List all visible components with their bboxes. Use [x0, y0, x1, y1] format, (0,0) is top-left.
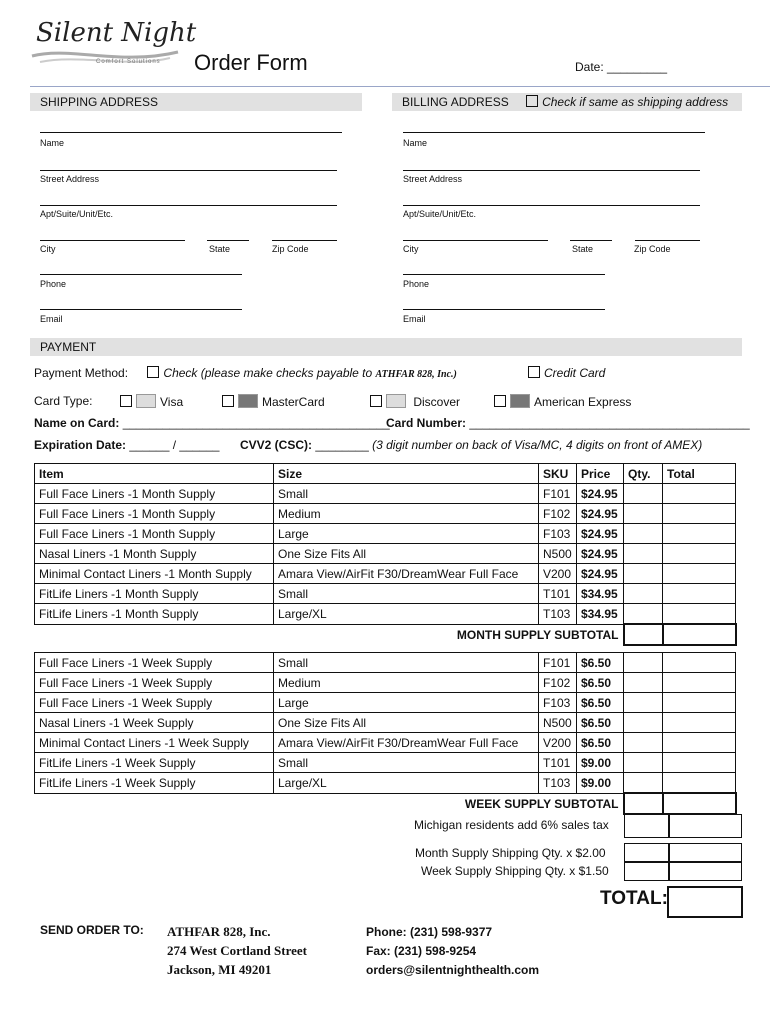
- page-title: Order Form: [194, 50, 308, 75]
- billing-city-line[interactable]: [403, 240, 548, 241]
- week-subtotal-label: WEEK SUPPLY SUBTOTAL: [35, 793, 624, 814]
- visa-card-icon: [136, 394, 156, 408]
- amex-option[interactable]: American Express: [494, 394, 631, 409]
- checkbox-icon[interactable]: [370, 395, 382, 407]
- shipping-zip-line[interactable]: [272, 240, 337, 241]
- total-cell[interactable]: [663, 773, 736, 794]
- price-cell: $9.00: [577, 773, 624, 794]
- fax-number: Fax: (231) 598-9254: [366, 944, 477, 958]
- table-row: [35, 524, 736, 544]
- total-cell[interactable]: [663, 713, 736, 733]
- qty-input[interactable]: [624, 713, 663, 733]
- shipping-apt-label: Apt/Suite/Unit/Etc.: [40, 209, 114, 219]
- date-field[interactable]: Date: _________: [575, 60, 668, 74]
- qty-input[interactable]: [624, 693, 663, 713]
- total-cell[interactable]: [663, 544, 736, 564]
- sku-cell: F103: [539, 693, 577, 713]
- shipping-city-line[interactable]: [40, 240, 185, 241]
- checkbox-icon[interactable]: [526, 95, 538, 107]
- total-cell[interactable]: [663, 504, 736, 524]
- qty-input[interactable]: [624, 484, 663, 504]
- shipping-zip-label: Zip Code: [272, 244, 309, 254]
- week-shipping-label: Week Supply Shipping Qty. x $1.50: [421, 864, 609, 878]
- table-row: [35, 693, 736, 713]
- price-cell: $24.95: [577, 484, 624, 504]
- table-row: [35, 604, 736, 625]
- billing-apt-label: Apt/Suite/Unit/Etc.: [403, 209, 477, 219]
- size-cell: Large: [274, 693, 539, 713]
- sku-cell: N500: [539, 713, 577, 733]
- qty-input[interactable]: [624, 604, 663, 625]
- table-row: [35, 564, 736, 584]
- sku-cell: F102: [539, 673, 577, 693]
- price-cell: $34.95: [577, 584, 624, 604]
- month-ship-qty-box[interactable]: [624, 843, 670, 863]
- amex-card-icon: [510, 394, 530, 408]
- billing-email-label: Email: [403, 314, 426, 324]
- cvv-row[interactable]: CVV2 (CSC): ________ (3 digit number on back of Visa/MC, 4 digits on front of AMEX): [240, 438, 703, 452]
- table-row: [35, 753, 736, 773]
- table-row: [35, 584, 736, 604]
- contact-info: [366, 923, 539, 980]
- size-cell: Small: [274, 484, 539, 504]
- discover-option[interactable]: Discover: [370, 394, 460, 409]
- qty-input[interactable]: [624, 733, 663, 753]
- price-cell: $9.00: [577, 753, 624, 773]
- item-cell: Minimal Contact Liners -1 Week Supply: [35, 733, 274, 753]
- checkbox-icon[interactable]: [222, 395, 234, 407]
- logo-subtitle: Comfort Solutions: [96, 59, 161, 65]
- shipping-header: SHIPPING ADDRESS: [30, 93, 362, 111]
- col-item: Item: [35, 464, 274, 484]
- shipping-state-label: State: [209, 244, 231, 254]
- item-cell: FitLife Liners -1 Month Supply: [35, 584, 274, 604]
- table-row: [35, 713, 736, 733]
- qty-input[interactable]: [624, 773, 663, 794]
- month-shipping-label: Month Supply Shipping Qty. x $2.00: [415, 846, 606, 860]
- qty-input[interactable]: [624, 524, 663, 544]
- tax-qty-box[interactable]: [624, 814, 670, 838]
- billing-state-label: State: [572, 244, 594, 254]
- size-cell: Large: [274, 524, 539, 544]
- table-row: [35, 504, 736, 524]
- col-qty: Qty.: [624, 464, 663, 484]
- sku-cell: F101: [539, 484, 577, 504]
- item-cell: FitLife Liners -1 Week Supply: [35, 753, 274, 773]
- size-cell: Small: [274, 753, 539, 773]
- billing-city-label: City: [403, 244, 419, 254]
- week-ship-qty-box[interactable]: [624, 861, 670, 881]
- price-cell: $24.95: [577, 524, 624, 544]
- order-table: [34, 463, 737, 815]
- checkbox-icon[interactable]: [494, 395, 506, 407]
- mastercard-icon: [238, 394, 258, 408]
- price-cell: $24.95: [577, 504, 624, 524]
- total-cell[interactable]: [663, 524, 736, 544]
- table-header-row: [35, 464, 736, 484]
- tax-label: Michigan residents add 6% sales tax: [414, 818, 609, 832]
- price-cell: $34.95: [577, 604, 624, 625]
- sku-cell: T103: [539, 773, 577, 794]
- item-cell: Full Face Liners -1 Month Supply: [35, 504, 274, 524]
- price-cell: $24.95: [577, 564, 624, 584]
- shipping-city-label: City: [40, 244, 56, 254]
- sku-cell: T101: [539, 753, 577, 773]
- billing-phone-line[interactable]: [403, 274, 605, 275]
- sku-cell: T101: [539, 584, 577, 604]
- item-cell: FitLife Liners -1 Month Supply: [35, 604, 274, 625]
- phone-number: Phone: (231) 598-9377: [366, 925, 493, 939]
- week-subtotal-qty[interactable]: [624, 793, 663, 814]
- size-cell: Large/XL: [274, 773, 539, 794]
- checkbox-icon[interactable]: [528, 366, 540, 378]
- total-cell[interactable]: [663, 604, 736, 625]
- shipping-name-line[interactable]: [40, 132, 342, 133]
- sku-cell: F101: [539, 653, 577, 673]
- item-cell: FitLife Liners -1 Week Supply: [35, 773, 274, 794]
- mailing-address: [167, 922, 307, 979]
- month-subtotal-row: [35, 624, 736, 645]
- size-cell: One Size Fits All: [274, 544, 539, 564]
- price-cell: $6.50: [577, 653, 624, 673]
- discover-card-icon: [386, 394, 406, 408]
- item-cell: Minimal Contact Liners -1 Month Supply: [35, 564, 274, 584]
- billing-street-label: Street Address: [403, 174, 463, 184]
- price-cell: $6.50: [577, 733, 624, 753]
- shipping-email-label: Email: [40, 314, 63, 324]
- tax-total-box[interactable]: [668, 814, 742, 838]
- billing-email-line[interactable]: [403, 309, 605, 310]
- item-cell: Full Face Liners -1 Week Supply: [35, 673, 274, 693]
- price-cell: $6.50: [577, 713, 624, 733]
- qty-input[interactable]: [624, 653, 663, 673]
- sku-cell: F103: [539, 524, 577, 544]
- send-order-to-label: SEND ORDER TO:: [40, 923, 144, 937]
- billing-header: BILLING ADDRESS Check if same as shipping address: [392, 93, 742, 111]
- expiration-row[interactable]: Expiration Date: ______ / ______: [34, 438, 220, 452]
- table-row: [35, 773, 736, 794]
- billing-apt-line[interactable]: [403, 205, 700, 206]
- grand-total-box[interactable]: [667, 886, 743, 918]
- item-cell: Nasal Liners -1 Week Supply: [35, 713, 274, 733]
- sku-cell: V200: [539, 733, 577, 753]
- shipping-apt-line[interactable]: [40, 205, 337, 206]
- size-cell: Medium: [274, 673, 539, 693]
- billing-name-line[interactable]: [403, 132, 705, 133]
- total-cell[interactable]: [663, 733, 736, 753]
- billing-name-label: Name: [403, 138, 428, 148]
- total-cell[interactable]: [663, 673, 736, 693]
- card-number-row[interactable]: Card Number: __________________________________________: [386, 416, 750, 430]
- item-cell: Full Face Liners -1 Month Supply: [35, 524, 274, 544]
- qty-input[interactable]: [624, 673, 663, 693]
- week-subtotal-row: [35, 793, 736, 814]
- price-cell: $6.50: [577, 673, 624, 693]
- shipping-street-label: Street Address: [40, 174, 100, 184]
- card-type-label: Card Type:: [34, 394, 93, 408]
- col-total: Total: [663, 464, 736, 484]
- qty-input[interactable]: [624, 504, 663, 524]
- total-cell[interactable]: [663, 753, 736, 773]
- visa-option[interactable]: Visa: [120, 394, 183, 409]
- price-cell: $6.50: [577, 693, 624, 713]
- header-divider: [30, 86, 770, 87]
- table-row: [35, 673, 736, 693]
- company-name: ATHFAR 828, Inc.: [167, 924, 271, 939]
- check-option[interactable]: Check (please make checks payable to ATHFAR 828, Inc.): [147, 366, 456, 380]
- sku-cell: T103: [539, 604, 577, 625]
- size-cell: Small: [274, 653, 539, 673]
- size-cell: Medium: [274, 504, 539, 524]
- table-row: [35, 544, 736, 564]
- same-as-shipping-checkbox[interactable]: Check if same as shipping address: [526, 95, 728, 109]
- month-ship-total-box[interactable]: [668, 843, 742, 863]
- col-size: Size: [274, 464, 539, 484]
- billing-street-line[interactable]: [403, 170, 700, 171]
- size-cell: Amara View/AirFit F30/DreamWear Full Face: [274, 564, 539, 584]
- qty-input[interactable]: [624, 584, 663, 604]
- checkbox-icon[interactable]: [147, 366, 159, 378]
- size-cell: One Size Fits All: [274, 713, 539, 733]
- size-cell: Small: [274, 584, 539, 604]
- checkbox-icon[interactable]: [120, 395, 132, 407]
- shipping-street-line[interactable]: [40, 170, 337, 171]
- total-cell[interactable]: [663, 564, 736, 584]
- item-cell: Full Face Liners -1 Week Supply: [35, 653, 274, 673]
- company-city: Jackson, MI 49201: [167, 962, 272, 977]
- table-row: [35, 733, 736, 753]
- billing-zip-line[interactable]: [635, 240, 700, 241]
- name-on-card-row[interactable]: Name on Card: ________________________________________: [34, 416, 390, 430]
- item-cell: Nasal Liners -1 Month Supply: [35, 544, 274, 564]
- size-cell: Amara View/AirFit F30/DreamWear Full Face: [274, 733, 539, 753]
- sku-cell: N500: [539, 544, 577, 564]
- total-cell[interactable]: [663, 484, 736, 504]
- billing-phone-label: Phone: [403, 279, 430, 289]
- table-row: [35, 484, 736, 504]
- item-cell: Full Face Liners -1 Week Supply: [35, 693, 274, 713]
- mastercard-option[interactable]: MasterCard: [222, 394, 325, 409]
- company-street: 274 West Cortland Street: [167, 943, 307, 958]
- table-row: [35, 653, 736, 673]
- total-cell[interactable]: [663, 693, 736, 713]
- total-cell[interactable]: [663, 584, 736, 604]
- sku-cell: F102: [539, 504, 577, 524]
- week-subtotal-total[interactable]: [663, 793, 736, 814]
- col-sku: SKU: [539, 464, 577, 484]
- price-cell: $24.95: [577, 544, 624, 564]
- qty-input[interactable]: [624, 753, 663, 773]
- month-subtotal-total[interactable]: [663, 624, 736, 645]
- shipping-phone-line[interactable]: [40, 274, 242, 275]
- month-subtotal-label: MONTH SUPPLY SUBTOTAL: [35, 624, 624, 645]
- qty-input[interactable]: [624, 544, 663, 564]
- month-subtotal-qty[interactable]: [624, 624, 663, 645]
- total-label: TOTAL:: [600, 888, 668, 909]
- shipping-state-line[interactable]: [207, 240, 249, 241]
- sku-cell: V200: [539, 564, 577, 584]
- payment-header: PAYMENT: [30, 338, 742, 356]
- order-email[interactable]: orders@silentnighthealth.com: [366, 963, 540, 977]
- qty-input[interactable]: [624, 564, 663, 584]
- item-cell: Full Face Liners -1 Month Supply: [35, 484, 274, 504]
- week-ship-total-box[interactable]: [668, 861, 742, 881]
- total-cell[interactable]: [663, 653, 736, 673]
- logo: Silent Night: [36, 18, 197, 48]
- shipping-name-label: Name: [40, 138, 65, 148]
- payment-method-row: Payment Method: Check (please make checks payable to ATHFAR 828, Inc.): [34, 366, 457, 380]
- credit-card-option[interactable]: Credit Card: [528, 366, 605, 380]
- shipping-phone-label: Phone: [40, 279, 67, 289]
- col-price: Price: [577, 464, 624, 484]
- size-cell: Large/XL: [274, 604, 539, 625]
- shipping-email-line[interactable]: [40, 309, 242, 310]
- billing-state-line[interactable]: [570, 240, 612, 241]
- billing-zip-label: Zip Code: [634, 244, 671, 254]
